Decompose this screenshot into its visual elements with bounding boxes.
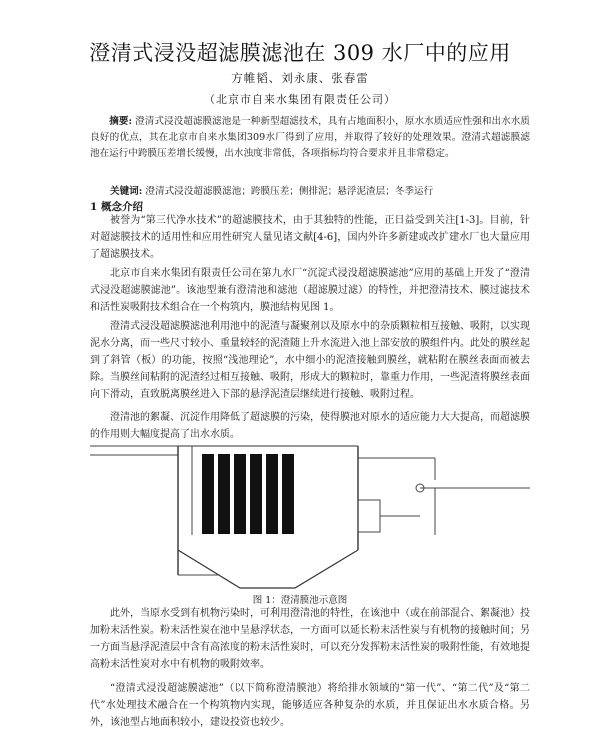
membrane-module [218, 454, 230, 534]
membrane-module [266, 454, 278, 534]
membrane-module [250, 454, 262, 534]
paragraph-2: 北京市自来水集团有限责任公司在第九水厂“沉淀式浸没超滤膜滤池”应用的基础上开发了“澄清式浸没超滤膜滤池”。该池型兼有澄清池和滤池（超滤膜过滤）的特性，并把澄清技术、膜过滤技术和活性炭吸附技术组合在一个构筑内，膜池结构见图 1。 [90, 268, 530, 313]
keywords [110, 183, 550, 197]
abstract-text: 澄清式浸没超滤膜滤池是一种新型超滤技术，具有占地面积小，原水水质适应性强和出水水质良好的优点，其在北京市自来水集团309水厂得到了应用，并取得了较好的处理效果。澄清式超滤膜滤池在运行中跨膜压差增长缓慢，出水浊度非常低，各项指标均符合要求并且非常稳定。 [90, 116, 530, 159]
membrane-module [202, 454, 214, 534]
figure-caption: 图 1：澄清膜池示意图 [252, 595, 348, 606]
paragraph-3: 澄清式浸没超滤膜滤池利用池中的泥渣与凝聚剂以及原水中的杂质颗粒相互接触、吸附，以实现泥水分离，而一些尺寸较小、重量较轻的泥渣随上升水流进入池上部安放的膜组件内。此处的膜丝起到了斜管（板）的功能，按照“浅池理论”，水中细小的泥渣接触到膜丝，就粘附在膜丝表面而被去除。当膜丝间粘附的泥渣经过相互接触、吸附，形成大的颗粒时，靠重力作用，一些泥渣将膜丝表面向下滑动，直致脱离膜丝进入下部的悬浮泥渣层继续进行接触、吸附过程。 [90, 321, 530, 400]
keywords-label: 关键词: [110, 186, 143, 197]
sludge-hopper [178, 550, 358, 588]
section-heading: 1 概念介绍 [90, 201, 143, 213]
side-sludge-drain [358, 500, 380, 532]
membrane-module [282, 454, 294, 534]
abstract-label: 摘要: [109, 116, 132, 127]
membrane-tank-diagram [90, 440, 530, 600]
affiliation: （北京市自来水集团有限责任公司） [204, 93, 396, 106]
membrane-module [234, 454, 246, 534]
paragraph-4: 澄清池的絮凝、沉淀作用降低了超滤膜的污染，使得膜池对原水的适应能力大大提高，而超滤膜的作用则大幅度提高了出水水质。 [90, 412, 530, 440]
membrane-modules [202, 454, 294, 534]
keywords-text: 澄清式浸没超滤膜滤池；跨膜压差；侧排泥；悬浮泥渣层；冬季运行 [145, 186, 434, 197]
paragraph-1: 被誉为“第三代净水技术”的超滤膜技术，由于其独特的性能，正日益受到关注[1-3]。目前，针对超滤膜技术的适用性和应用性研究人量见诸文献[4-6]，国内外许多新建或改扩建水厂也大量应用了超滤膜技术。 [90, 215, 530, 260]
paragraph-6: “澄清式浸没超滤膜滤池”（以下简称澄清膜池）将给排水领域的“第一代”、“第二代”及“第二代”水处理技术融合在一个构筑物内实现，能够适应各种复杂的水质，并且保证出水水质合格。另外，该池型占地面积较小，建设投资也较少。 [90, 683, 530, 728]
paper-title: 澄清式浸没超滤膜滤池在 309 水厂中的应用 [89, 41, 511, 65]
author-list: 方帷韬、刘永康、张春雷 [231, 71, 369, 85]
abstract [90, 114, 530, 162]
paragraph-5: 此外，当原水受到有机物污染时，可利用澄清池的特性，在该池中（或在前部混合、絮凝池）投加粉末活性炭。粉末活性炭在池中呈悬浮状态，一方面可以延长粉末活性炭与有机物的接触时间；另一方面当悬浮泥渣层中含有高浓度的粉末活性炭时，可以充分发挥粉末活性炭的吸附性能，有效地提高粉末活性炭对水中有机物的吸附效率。 [90, 608, 530, 670]
